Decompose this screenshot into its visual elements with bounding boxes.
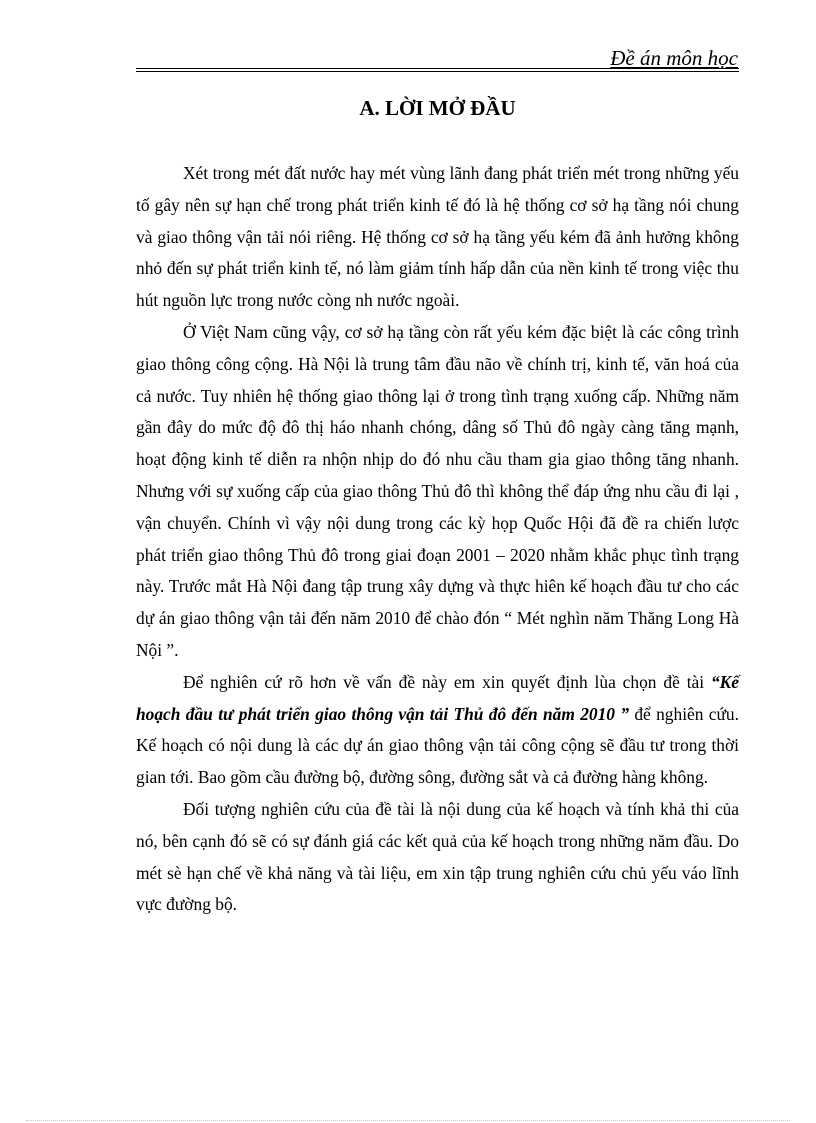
paragraph-1: Xét trong mét đất nước hay mét vùng lãnh đang phát triển mét trong những yếu tố gây nên sự hạn chế trong phát triển kinh tế đó là hệ thống cơ sở hạ tầng nói chung và giao thông vận tải nói riêng. Hệ thống cơ sở hạ tầng yếu kém đã ảnh hưởng không nhỏ đến sự phát triển kinh tế, nó làm giảm tính hấp dẫn của nền kinh tế trong việc thu hút nguồn lực trong nước còng nh nước ngoài. xyxy=(136,163,739,311)
running-header: Đề án môn học xyxy=(610,46,738,70)
header-rule xyxy=(136,68,739,69)
header-rule-double xyxy=(136,71,739,72)
paragraph-4: Đối tượng nghiên cứu của đề tài là nội dung của kế hoạch và tính khả thi của nó, bên cạnh đó sẽ có sự đánh giá các kết quả của kế hoạch trong những năm đầu. Do mét sè hạn chế về khả năng và tài liệu, em xin tập trung nghiên cứu chủ yếu váo lĩnh vực đường bộ. xyxy=(136,798,739,915)
body-text xyxy=(136,158,739,921)
paragraph-3-lead: Để nghiên cứ rõ hơn về vấn đề này em xin quyết định lùa chọn đề tài xyxy=(183,671,705,692)
paragraph-3-rest: để nghiên cứu. Kế hoạch có nội dung là các dự án giao thông vận tải công cộng sẽ đầu tư trong thời gian tới. Bao gồm cầu đường bộ, đường sông, đường sắt và cả đường hàng không. xyxy=(136,703,739,788)
paragraph-2: Ở Việt Nam cũng vậy, cơ sở hạ tầng còn rất yếu kém đặc biệt là các công trình giao thông công cộng. Hà Nội là trung tâm đầu não về chính trị, kinh tế, văn hoá của cả nước. Tuy nhiên hệ thống giao thông lại ở trong tình trạng xuống cấp. Những năm gần đây do mức độ đô thị háo nhanh chóng, dâng số Thủ đô ngày càng tăng mạnh, hoạt động kinh tế diễn ra nhộn nhịp do đó nhu cầu tham gia giao thông tăng nhanh. Nhưng với sự xuống cấp của giao thông Thủ đô thì không thể đáp ứng nhu cầu đi lại , vận chuyển. Chính vì vậy nội dung trong các kỳ họp Quốc Hội đã đề ra chiến lược phát triển giao thông Thủ đô trong giai đoạn 2001 – 2020 nhằm khắc phục tình trạng này. Trước mắt Hà Nội đang tập trung xây dựng và thực hiên kế hoạch đầu tư cho các dự án giao thông vận tải đến năm 2010 để chào đón “ Mét nghìn năm Thăng Long Hà Nội ”. xyxy=(136,321,739,660)
topic-title: “Kế hoạch đầu tư phát triển giao thông vận tải Thủ đô đến năm 2010 ” xyxy=(136,671,739,724)
paragraph-3 xyxy=(136,667,739,794)
section-title: A. LỜI MỞ ĐẦU xyxy=(359,96,516,120)
page-bottom-edge xyxy=(26,1120,790,1121)
